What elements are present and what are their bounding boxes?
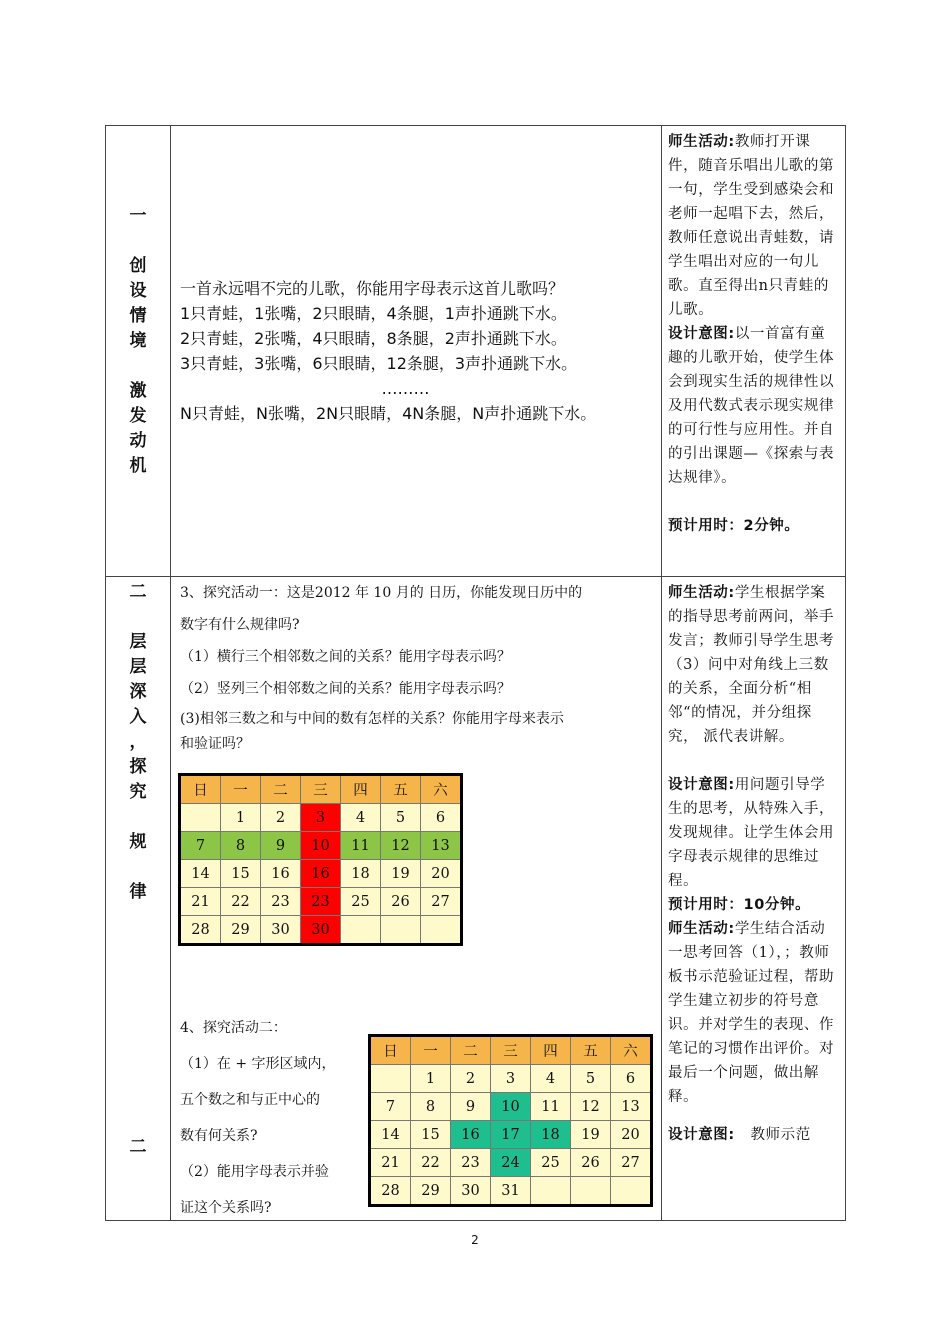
title-char: 入 <box>129 707 147 727</box>
title-char: 二 <box>129 582 147 602</box>
calendar-day-cell: 18 <box>531 1121 571 1149</box>
calendar-day-cell: 20 <box>421 860 462 888</box>
calendar-header-cell: 三 <box>301 775 341 804</box>
time-value: 10分钟。 <box>743 897 811 913</box>
calendar-header-row <box>180 775 462 804</box>
calendar-day-cell: 5 <box>571 1065 611 1093</box>
calendar-week-row <box>180 832 462 860</box>
calendar-day-cell: 19 <box>381 860 421 888</box>
calendar-header-cell: 三 <box>491 1036 531 1065</box>
calendar-header-cell: 一 <box>411 1036 451 1065</box>
act1-q1: （1）横行三个相邻数之间的关系？能用字母表示吗？ <box>180 649 511 665</box>
calendar-day-cell <box>341 916 381 945</box>
calendar-week-row <box>370 1065 652 1093</box>
title-char: 激 <box>129 381 147 401</box>
calendar-day-cell: 23 <box>301 888 341 916</box>
calendar-day-cell: 18 <box>341 860 381 888</box>
act2-q1-cont: 五个数之和与正中心的 <box>180 1092 320 1108</box>
calendar-day-cell: 22 <box>411 1149 451 1177</box>
intent-text: 以一首富有童趣的儿歌开始，使学生体会到现实生活的规律性以及用代数式表示现实规律的可行性与应用性。并自的引出课题—《探索与表达规律》。 <box>668 326 835 486</box>
calendar-day-cell: 13 <box>611 1093 652 1121</box>
calendar-week-row <box>370 1121 652 1149</box>
calendar-day-cell: 30 <box>451 1177 491 1206</box>
intent-label: 设计意图: <box>668 777 735 793</box>
calendar-day-cell: 17 <box>491 1121 531 1149</box>
calendar-day-cell: 16 <box>301 860 341 888</box>
title-char: 机 <box>129 456 147 476</box>
calendar-day-cell: 2 <box>261 804 301 832</box>
title-char: 律 <box>129 882 147 902</box>
activity-label: 师生活动: <box>668 585 735 601</box>
poem-cell <box>171 126 662 577</box>
calendar-week-row <box>370 1149 652 1177</box>
calendar-day-cell: 10 <box>301 832 341 860</box>
poem-intro: 一首永远唱不完的儿歌，你能用字母表示这首儿歌吗？ <box>180 279 565 298</box>
calendar-day-cell: 22 <box>221 888 261 916</box>
calendar-day-cell: 13 <box>421 832 462 860</box>
calendar-day-cell: 21 <box>370 1149 411 1177</box>
calendar-day-cell: 14 <box>180 860 221 888</box>
calendar-day-cell: 14 <box>370 1121 411 1149</box>
intent-text: 教师示范 <box>750 1127 811 1143</box>
calendar-header-cell: 日 <box>180 775 221 804</box>
title-char: 创 <box>129 256 147 276</box>
page-number: 2 <box>471 1233 479 1247</box>
calendar-header-cell: 五 <box>571 1036 611 1065</box>
title-char: 境 <box>129 331 147 351</box>
time-label: 预计用时： <box>668 518 744 534</box>
act2-q1-cont2: 数有何关系? <box>180 1128 258 1144</box>
calendar-header-cell: 四 <box>341 775 381 804</box>
calendar-day-cell: 27 <box>611 1149 652 1177</box>
calendar-october-2012-b <box>368 1034 653 1207</box>
calendar-day-cell: 29 <box>221 916 261 945</box>
calendar-day-cell: 24 <box>491 1149 531 1177</box>
calendar-day-cell: 6 <box>421 804 462 832</box>
calendar-header-cell: 六 <box>421 775 462 804</box>
calendar-day-cell: 4 <box>341 804 381 832</box>
calendar-day-cell: 6 <box>611 1065 652 1093</box>
act2-title: 4、探究活动二： <box>180 1020 287 1036</box>
calendar-header-cell: 二 <box>261 775 301 804</box>
calendar-week-row <box>370 1093 652 1121</box>
intent-label: 设计意图: <box>668 326 735 342</box>
poem-line-2: 2只青蛙，2张嘴，4只眼睛，8条腿，2声扑通跳下水。 <box>180 329 567 348</box>
calendar-day-cell: 1 <box>411 1065 451 1093</box>
calendar-day-cell: 25 <box>341 888 381 916</box>
calendar-day-cell: 7 <box>370 1093 411 1121</box>
calendar-day-cell: 9 <box>261 832 301 860</box>
activity-text: 教师打开课件，随音乐唱出儿歌的第一句，学生受到感染会和老师一起唱下去，然后，教师任意说出青蛙数，请学生唱出对应的一句儿歌。直至得出n只青蛙的儿歌。 <box>668 134 835 318</box>
title-char: 情 <box>129 306 147 326</box>
calendar-day-cell: 20 <box>611 1121 652 1149</box>
calendar-day-cell <box>421 916 462 945</box>
title-char: 究 <box>129 782 147 802</box>
activity-label: 师生活动: <box>668 921 735 937</box>
calendar-day-cell: 30 <box>301 916 341 945</box>
title-char: ， <box>129 732 147 752</box>
title-char: 层 <box>129 657 147 677</box>
calendar-day-cell <box>531 1177 571 1206</box>
calendar-day-cell: 25 <box>531 1149 571 1177</box>
calendar-day-cell: 21 <box>180 888 221 916</box>
calendar-week-row <box>180 916 462 945</box>
poem-line-3: 3只青蛙，3张嘴，6只眼睛，12条腿，3声扑通跳下水。 <box>180 354 578 373</box>
calendar-day-cell: 15 <box>221 860 261 888</box>
calendar-header-cell: 一 <box>221 775 261 804</box>
notes-cell-1 <box>662 126 846 577</box>
calendar-day-cell: 12 <box>571 1093 611 1121</box>
calendar-day-cell: 31 <box>491 1177 531 1206</box>
calendar-day-cell: 26 <box>571 1149 611 1177</box>
calendar-day-cell: 27 <box>421 888 462 916</box>
title-char: 发 <box>129 406 147 426</box>
act2-q1: （1）在 + 字形区域内， <box>180 1056 336 1072</box>
title-char: 规 <box>129 832 147 852</box>
intent-text: 用问题引导学生的思考，从特殊入手，发现规律。让学生体会用字母表示规律的思维过程。 <box>668 777 835 889</box>
calendar-day-cell: 30 <box>261 916 301 945</box>
calendar-day-cell <box>381 916 421 945</box>
calendar-day-cell: 15 <box>411 1121 451 1149</box>
calendar-day-cell: 26 <box>381 888 421 916</box>
calendar-day-cell <box>571 1177 611 1206</box>
poem-ellipsis: ……… <box>381 379 430 398</box>
intent-label: 设计意图: <box>668 1127 735 1143</box>
calendar-day-cell: 3 <box>301 804 341 832</box>
calendar-day-cell: 29 <box>411 1177 451 1206</box>
calendar-day-cell: 7 <box>180 832 221 860</box>
calendar-header-cell: 五 <box>381 775 421 804</box>
calendar-header-cell: 四 <box>531 1036 571 1065</box>
notes-cell-2 <box>662 577 846 1221</box>
calendar-day-cell <box>370 1065 411 1093</box>
activity-text: 学生结合活动一思考回答（1），；教师板书示范验证过程，帮助学生建立初步的符号意识。并对学生的表现、作笔记的习惯作出评价。对最后一个问题，做出解释。 <box>668 921 835 1105</box>
calendar-day-cell: 12 <box>381 832 421 860</box>
title-char: 层 <box>129 632 147 652</box>
calendar-day-cell: 5 <box>381 804 421 832</box>
act1-line-2: 数字有什么规律吗? <box>180 617 300 633</box>
calendar-week-row <box>180 888 462 916</box>
calendar-day-cell: 8 <box>221 832 261 860</box>
act1-q3-cont: 和验证吗？ <box>180 736 250 752</box>
section-1-title <box>106 126 171 577</box>
title-char: 动 <box>129 431 147 451</box>
calendar-week-row <box>370 1177 652 1206</box>
calendar-day-cell: 23 <box>451 1149 491 1177</box>
activity-text: 学生根据学案的指导思考前两问，举手发言；教师引导学生思考（3）问中对角线上三数的关系，全面分析“相邻“的情况，并分组探究， 派代表讲解。 <box>668 585 835 745</box>
calendar-october-2012-a <box>178 773 463 946</box>
calendar-day-cell: 11 <box>341 832 381 860</box>
calendar-header-cell: 六 <box>611 1036 652 1065</box>
calendar-day-cell <box>180 804 221 832</box>
calendar-day-cell: 2 <box>451 1065 491 1093</box>
title-char: 设 <box>129 281 147 301</box>
calendar-day-cell: 3 <box>491 1065 531 1093</box>
calendar-header-cell: 日 <box>370 1036 411 1065</box>
calendar-week-row <box>180 804 462 832</box>
calendar-day-cell <box>611 1177 652 1206</box>
calendar-day-cell: 23 <box>261 888 301 916</box>
calendar-week-row <box>180 860 462 888</box>
title-char: 一 <box>129 206 147 226</box>
calendar-day-cell: 9 <box>451 1093 491 1121</box>
calendar-day-cell: 16 <box>261 860 301 888</box>
title-char: 深 <box>129 682 147 702</box>
title-char: 探 <box>129 757 147 777</box>
time-label: 预计用时： <box>668 897 744 913</box>
calendar-day-cell: 8 <box>411 1093 451 1121</box>
calendar-header-row <box>370 1036 652 1065</box>
calendar-day-cell: 10 <box>491 1093 531 1121</box>
time-value: 2分钟。 <box>743 518 800 534</box>
act1-q2: （2）竖列三个相邻数之间的关系？能用字母表示吗？ <box>180 681 511 697</box>
title-char: 二 <box>129 1137 147 1157</box>
calendar-header-cell: 二 <box>451 1036 491 1065</box>
calendar-day-cell: 28 <box>180 916 221 945</box>
calendar-day-cell: 28 <box>370 1177 411 1206</box>
poem-line-1: 1只青蛙，1张嘴，2只眼睛，4条腿，1声扑通跳下水。 <box>180 304 567 323</box>
act2-q2: （2）能用字母表示并验 <box>180 1164 329 1180</box>
section-2-title <box>106 577 171 1221</box>
act2-q2-cont: 证这个关系吗? <box>180 1200 272 1216</box>
calendar-day-cell: 19 <box>571 1121 611 1149</box>
act1-q3: (3)相邻三数之和与中间的数有怎样的关系？你能用字母来表示 <box>180 711 564 727</box>
calendar-day-cell: 11 <box>531 1093 571 1121</box>
calendar-day-cell: 1 <box>221 804 261 832</box>
calendar-day-cell: 4 <box>531 1065 571 1093</box>
section-1-row <box>106 126 846 577</box>
activity-label: 师生活动: <box>668 134 735 150</box>
act1-line-1: 3、探究活动一：这是2012 年 10 月的 日历，你能发现日历中的 <box>180 585 583 601</box>
poem-general: N只青蛙，N张嘴，2N只眼睛，4N条腿，N声扑通跳下水。 <box>180 404 597 423</box>
calendar-day-cell: 16 <box>451 1121 491 1149</box>
